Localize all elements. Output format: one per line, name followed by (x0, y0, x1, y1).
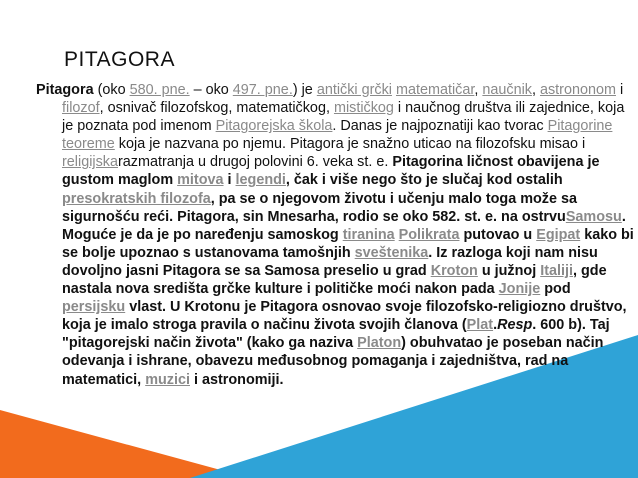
paragraph-link[interactable]: persijsku (62, 299, 126, 316)
paragraph-link[interactable]: sveštenika (354, 244, 429, 261)
paragraph-link[interactable]: Pitagorejska škola (215, 118, 333, 135)
paragraph-text: putovao u (459, 226, 537, 243)
paragraph-text: (oko (93, 82, 130, 98)
paragraph-link[interactable]: Pitagorine teoreme (62, 118, 613, 153)
paragraph-text: , (474, 82, 483, 98)
paragraph-text: , (531, 82, 540, 98)
paragraph-link[interactable]: Italiji (540, 262, 573, 279)
paragraph-link[interactable]: religijska (62, 154, 118, 171)
paragraph-text: . (493, 317, 498, 334)
paragraph-link[interactable]: Polikrata (398, 226, 460, 243)
paragraph-text: vlast. U Krotonu je Pitagora osnovao svoje filozofsko-religiozno društvo, koja je imalo stroga pravila o načinu života svojih članova ( (62, 299, 627, 334)
paragraph-link[interactable]: Samosu (565, 208, 622, 225)
paragraph-text: koja je nazvana po njemu. Pitagora je snažno uticao na filozofsku misao i (114, 136, 586, 153)
orange-corner-shape (0, 410, 250, 478)
paragraph-text: i (223, 172, 236, 189)
paragraph-link[interactable]: 497. pne. (232, 82, 293, 98)
paragraph-text: i (615, 82, 624, 98)
paragraph-text: Pitagora (36, 82, 94, 98)
paragraph-text: kako bi se bolje upoznao s ustanovama tamošnjih (62, 226, 634, 261)
paragraph-text: , gde nastala nova središta grčke kulture i političke moći nakon pada (62, 262, 607, 298)
paragraph-link[interactable]: Kroton (430, 262, 478, 279)
paragraph-link[interactable]: naučnik (482, 82, 532, 98)
slide-title: PITAGORA (64, 48, 175, 72)
paragraph-text: ) je (292, 82, 317, 98)
paragraph-link[interactable]: Jonije (498, 281, 541, 298)
paragraph-link[interactable]: mističkog (333, 100, 394, 117)
paragraph-link[interactable]: legendi (235, 172, 286, 189)
paragraph-link[interactable]: Platon (357, 335, 402, 352)
paragraph-link[interactable]: antički grčki (316, 82, 392, 98)
paragraph-text: . Moguće je da je po naređenju samoskog (62, 208, 626, 243)
paragraph-text: razmatranja u drugoj polovini 6. veka st. e. (117, 154, 393, 171)
body-paragraph (36, 81, 634, 389)
paragraph-text: pod (540, 281, 571, 298)
paragraph-text: Pitagorina ličnost obavijena je gustom maglom (62, 154, 600, 189)
paragraph-text: , osnivač filozofskog, matematičkog, (99, 100, 334, 117)
paragraph-text: u južnoj (477, 262, 541, 279)
paragraph-text: , pa se o njegovom životu i učenju malo toga može sa sigurnošću reći. Pitagora, sin Mnesarha, rodio se oko 582. st. e. na ostrvu (62, 190, 577, 225)
paragraph-link[interactable]: tiranina (342, 226, 395, 243)
paragraph-link[interactable]: mitova (177, 172, 224, 189)
paragraph-text: , čak i više nego što je slučaj kod ostalih (285, 172, 563, 189)
paragraph-link[interactable]: astrononom (539, 82, 616, 98)
paragraph-text: i naučnog društva ili zajednice, koja je poznata pod imenom (62, 100, 625, 135)
paragraph-text: . 600 b). Taj "pitagorejski način života" (kako ga naziva (62, 317, 610, 352)
paragraph-text: i astronomiji. (189, 371, 284, 388)
paragraph-text: ) obuhvatao je poseban način odevanja i ishrane, obavezu međusobnog pomaganja i zajedništva, rad na matematici, (62, 335, 604, 388)
paragraph-text: – oko (189, 82, 233, 98)
paragraph-link[interactable]: matematičar (395, 82, 475, 98)
paragraph-link[interactable]: 580. pne. (129, 82, 190, 98)
paragraph-link[interactable]: Egipat (536, 226, 581, 243)
paragraph-link[interactable]: filozof (62, 100, 100, 117)
paragraph-text: . Iz razloga koji nam nisu dovoljno jasni Pitagora se sa Samosa preselio u grad (62, 244, 598, 279)
paragraph-text: Resp (497, 317, 533, 334)
paragraph-text: . Danas je najpoznatiji kao tvorac (332, 118, 548, 135)
paragraph-link[interactable]: muzici (145, 371, 190, 388)
paragraph-link[interactable]: presokratskih filozofa (62, 190, 211, 207)
paragraph-link[interactable]: Plat (466, 317, 494, 334)
